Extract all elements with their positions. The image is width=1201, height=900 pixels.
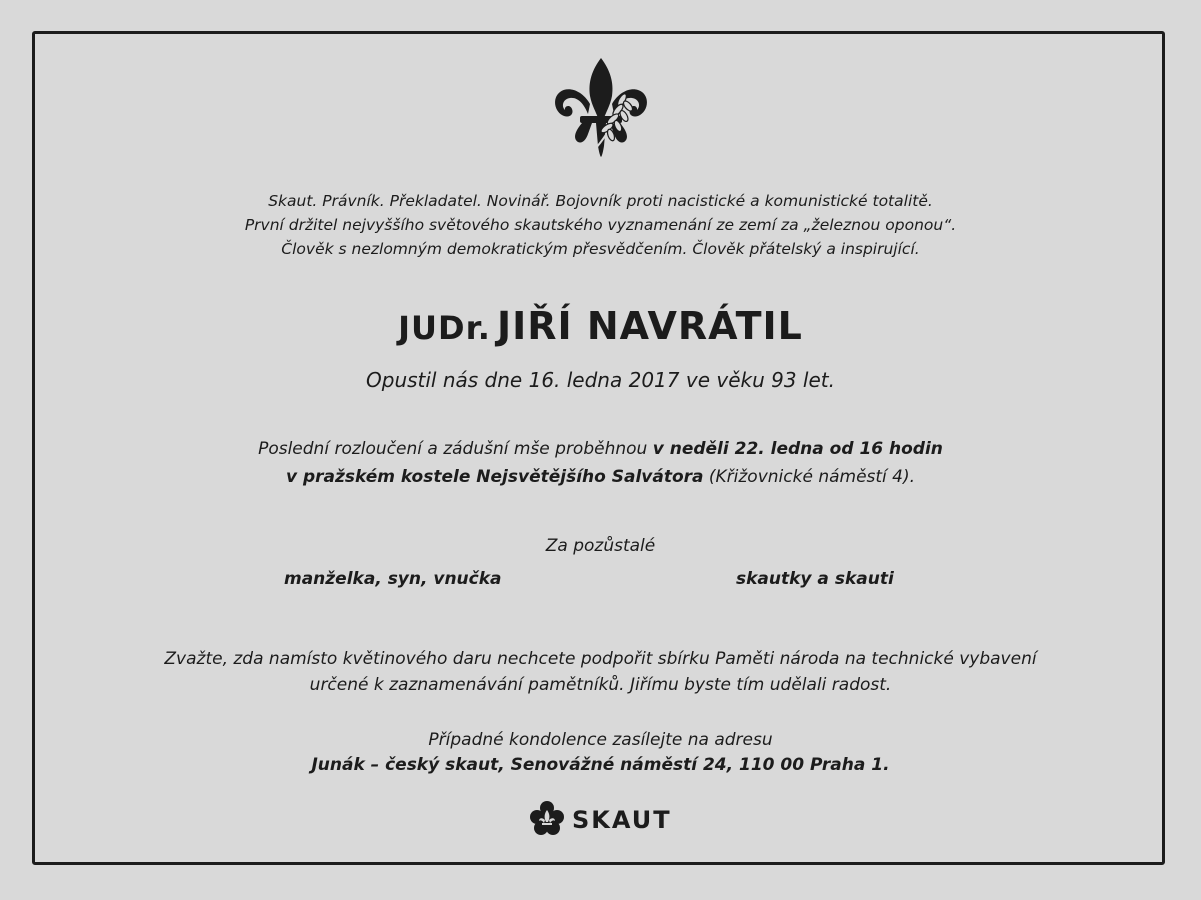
skaut-logo-text: SKAUT bbox=[572, 806, 672, 834]
ceremony-place: v pražském kostele Nejsvětějšího Salvátora bbox=[285, 467, 704, 487]
skaut-logo bbox=[528, 801, 672, 839]
survivors-family: manželka, syn, vnučka bbox=[284, 569, 502, 589]
ceremony-date-time: v neděli 22. ledna od 16 hodin bbox=[652, 439, 943, 459]
fleur-de-lis-icon bbox=[552, 56, 650, 158]
death-date-text: Opustil nás dne 16. ledna 2017 ve věku 93 let. bbox=[366, 368, 835, 392]
ceremony-address: (Křižovnické náměstí 4). bbox=[703, 467, 916, 487]
title-prefix: JUDr. bbox=[398, 309, 491, 347]
deceased-name: JIŘÍ NAVRÁTIL bbox=[496, 304, 803, 348]
tagline-line-3: Člověk s nezlomným demokratickým přesvědčením. Člověk přátelský a inspirující. bbox=[281, 240, 920, 258]
ceremony-line-2 bbox=[0, 463, 1201, 491]
tagline-line-2: První držitel nejvyššího světového skautského vyznamenání ze zemí za „železnou oponou“. bbox=[244, 216, 957, 234]
condolences-address: Junák – český skaut, Senovážné náměstí 24, 110 00 Praha 1. bbox=[311, 755, 890, 775]
survivors-scouts: skautky a skauti bbox=[736, 569, 894, 589]
ceremony-line-1 bbox=[0, 435, 1201, 463]
deceased-name-heading bbox=[0, 304, 1201, 348]
skaut-lily-icon bbox=[528, 799, 566, 841]
ceremony-line-1-normal: Poslední rozloučení a zádušní mše proběhnou bbox=[258, 439, 653, 459]
condolences-line: Případné kondolence zasílejte na adresu bbox=[428, 730, 773, 750]
donation-line-1: Zvažte, zda namísto květinového daru nechcete podpořit sbírku Paměti národa na technické vybavení bbox=[164, 649, 1037, 669]
tagline-line-1: Skaut. Právník. Překladatel. Novinář. Bojovník proti nacistické a komunistické totalitě. bbox=[268, 192, 933, 210]
donation-line-2: určené k zaznamenávání pamětníků. Jiřímu byste tím udělali radost. bbox=[309, 675, 892, 695]
survivors-heading: Za pozůstalé bbox=[545, 536, 656, 556]
